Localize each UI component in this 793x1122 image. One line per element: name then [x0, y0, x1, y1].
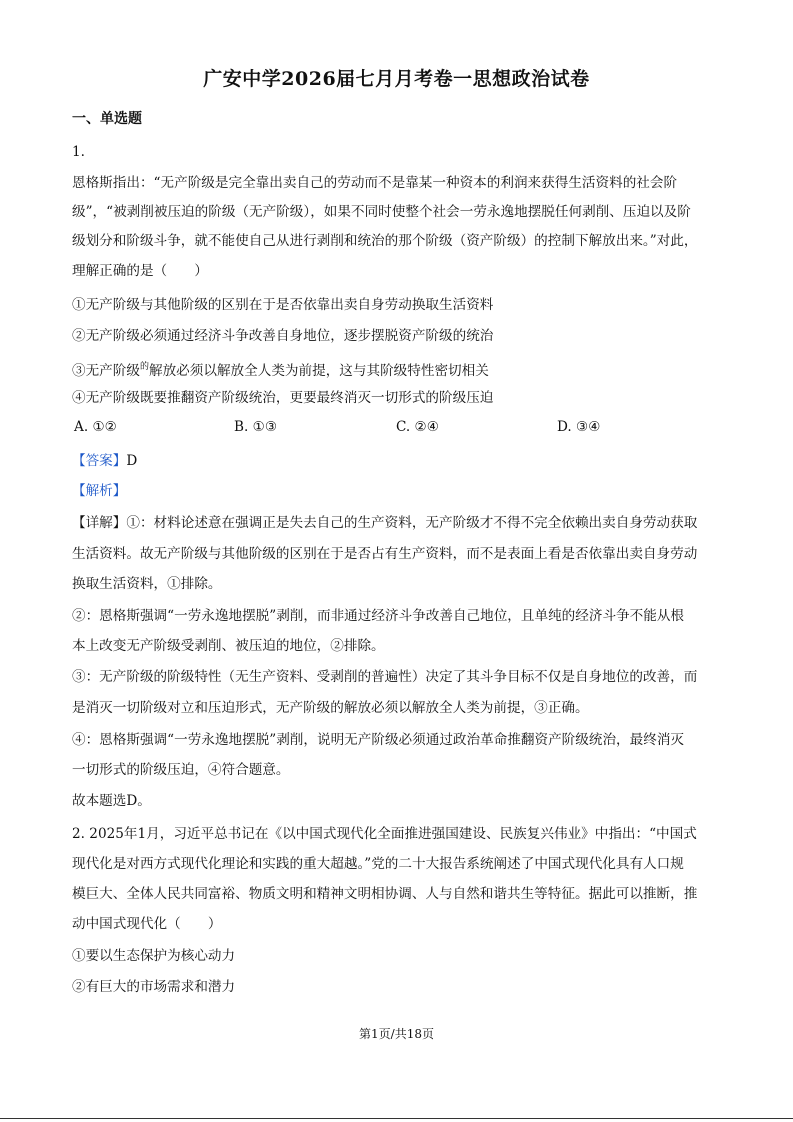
question-stem-line: 理解正确的是（ ） [72, 263, 208, 279]
statement-part: ③无产阶级 [72, 363, 140, 379]
answer-line [72, 451, 137, 471]
option-c: C. ②④ [396, 419, 439, 435]
question-number: 1. [72, 144, 85, 160]
page-footer: 第1页/共18页 [359, 1027, 434, 1041]
question-stem-line: 模巨大、全体人民共同富裕、物质文明和精神文明相协调、人与自然和谐共生等特征。据此可以推断，推 [72, 886, 698, 902]
detail-line [72, 513, 697, 533]
detail-line: ②：恩格斯强调“一劳永逸地摆脱”剥削，而非通过经济斗争改善自己地位，且单纯的经济斗争不能从根 [72, 608, 685, 624]
question-stem-line: 级划分和阶级斗争，就不能使自己从进行剥削和统治的那个阶级（资产阶级）的控制下解放出来。”对此， [72, 233, 698, 249]
answer-tag: 【答案】 [72, 453, 127, 469]
stray-glyph: 的 [139, 362, 149, 372]
page-title: 广安中学2026届七月月考卷一思想政治试卷 [203, 68, 590, 90]
analysis-heading [72, 481, 126, 501]
statement: ②无产阶级必须通过经济斗争改善自身地位，逐步摆脱资产阶级的统治 [72, 328, 494, 344]
question-stem-line: 现代化是对西方式现代化理论和实践的重大超越。”党的二十大报告系统阐述了中国式现代化具有人口规 [72, 856, 684, 872]
detail-line: 换取生活资料，①排除。 [72, 576, 222, 592]
bottom-divider [0, 1118, 793, 1119]
detail-line: 故本题选D。 [72, 793, 151, 809]
option-d: D. ③④ [557, 419, 601, 435]
answer-value: D [126, 453, 138, 469]
statement: ②有巨大的市场需求和潜力 [72, 979, 236, 995]
question-stem-line: 动中国式现代化（ ） [72, 916, 222, 932]
analysis-tag: 【解析】 [72, 483, 127, 499]
statement-part: 解放必须以解放全人类为前提，这与其阶级特性密切相关 [148, 363, 489, 379]
statement: ①要以生态保护为核心动力 [72, 948, 236, 964]
detail-line: 是消灭一切阶级对立和压迫形式，无产阶级的解放必须以解放全人类为前提，③正确。 [72, 700, 589, 716]
detail-line: ③：无产阶级的阶级特性（无生产资料、受剥削的普遍性）决定了其斗争目标不仅是自身地位的改善，而 [72, 669, 698, 685]
statement: ④无产阶级既要推翻资产阶级统治，更要最终消灭一切形式的阶级压迫 [72, 390, 494, 406]
detail-line: ④：恩格斯强调“一劳永逸地摆脱”剥削，说明无产阶级必须通过政治革命推翻资产阶级统治，最终消灭 [72, 732, 685, 748]
detail-line: 生活资料。故无产阶级与其他阶级的区别在于是否占有生产资料，而不是表面上看是否依靠出卖自身劳动 [72, 546, 698, 562]
detail-line: 本上改变无产阶级受剥削、被压迫的地位，②排除。 [72, 638, 385, 654]
detail-tag: 【详解】 [72, 515, 127, 531]
question-stem-line: 级”，“被剥削被压迫的阶级（无产阶级），如果不同时使整个社会一劳永逸地摆脱任何剥削、压迫以及阶 [72, 204, 691, 220]
question-stem-line: 恩格斯指出：“无产阶级是完全靠出卖自己的劳动而不是靠某一种资本的利润来获得生活资料的社会阶 [72, 175, 678, 191]
statement [72, 357, 489, 381]
option-a: A. ①② [74, 419, 117, 435]
section-heading: 一、单选题 [72, 111, 142, 127]
detail-line: 一切形式的阶级压迫，④符合题意。 [72, 762, 290, 778]
statement: ①无产阶级与其他阶级的区别在于是否依靠出卖自身劳动换取生活资料 [72, 297, 494, 313]
question-stem-line: 2. 2025年1月，习近平总书记在《以中国式现代化全面推进强国建设、民族复兴伟业》中指出：“中国式 [72, 826, 697, 842]
detail-text: ①：材料论述意在强调正是失去自己的生产资料，无产阶级才不得不完全依赖出卖自身劳动获取 [126, 515, 698, 531]
option-b: B. ①③ [234, 419, 278, 435]
